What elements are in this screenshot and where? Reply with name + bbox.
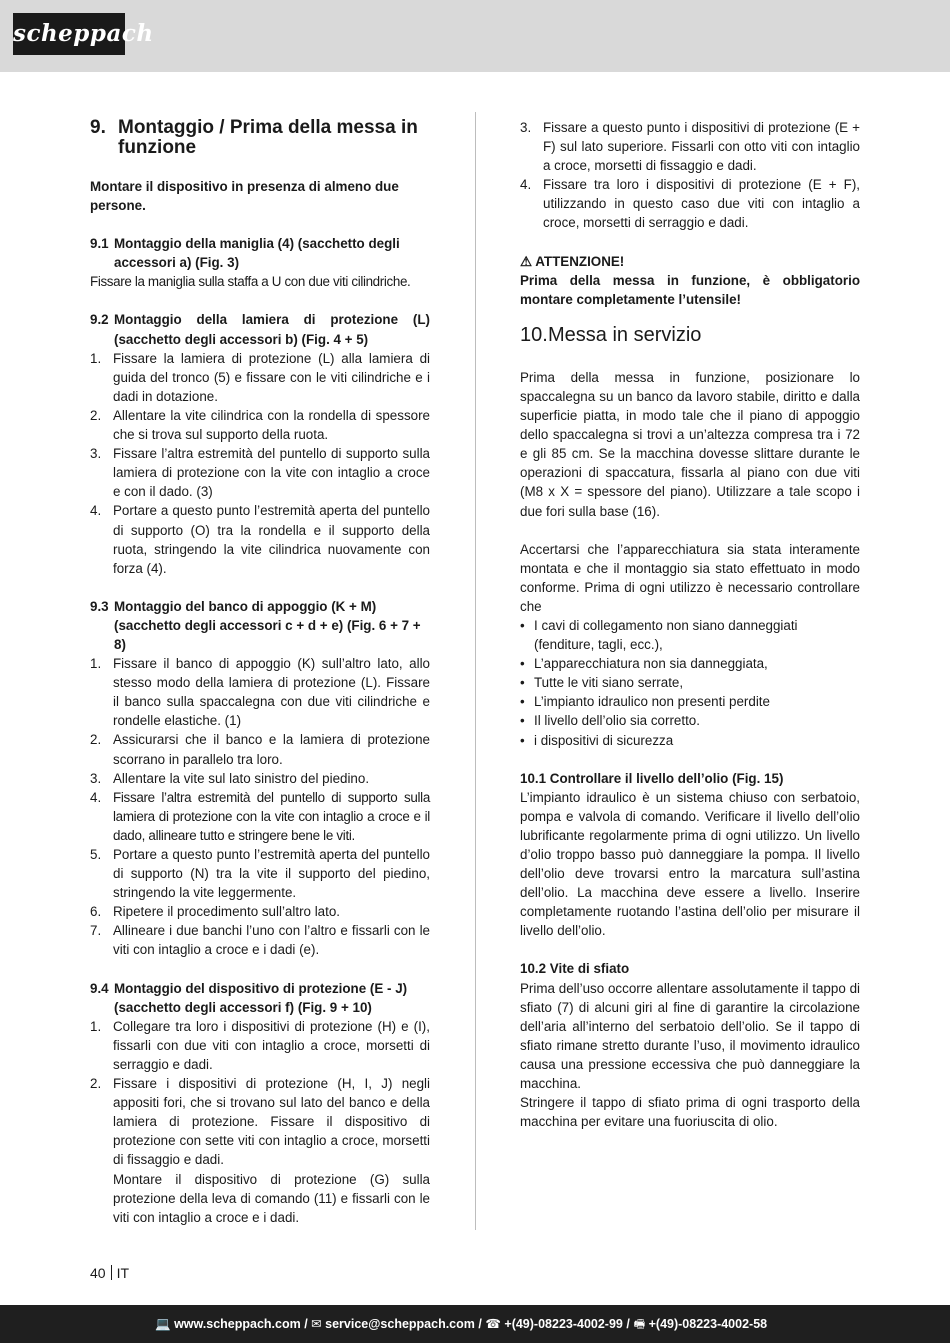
list-item: 3. Fissare a questo punto i dispositivi di protezione (E + F) sul lato superiore. Fissarli con otto viti con intaglio a croce, morsetti di fissaggio e dadi. <box>520 120 860 174</box>
section-number: 10. <box>520 323 548 346</box>
subsection-9-2-list <box>90 349 430 578</box>
paragraph-setup: Prima della messa in funzione, posizionare lo spaccalegna su un banco da lavoro stabile, diritto e dalla superficie piatta, in modo tale che il piano di appoggio dello spaccalegna si trovi a un’altezza compresa tra i 72 e gli 85 cm. Se la macchina dovesse slittare durante le operazioni di spaccatura, fissarla al piano con due viti (M8 x X = spessore del piano). Utilizzare a tale scopo i due fori sulla base (16). <box>520 369 860 519</box>
list-item: 7. Allineare i due banchi l’uno con l’altro e fissarli con le viti con intaglio a croce e i dadi (e). <box>90 923 430 958</box>
list-item: 1. Collegare tra loro i dispositivi di protezione (H) e (I), fissarli con due viti con intaglio a croce, morsetti di serraggio e dadi. <box>90 1018 430 1072</box>
scheppach-logo: scheppach <box>13 13 125 55</box>
footer-website: www.scheppach.com / <box>174 1317 308 1331</box>
list-item: 6. Ripetere il procedimento sull’altro lato. <box>90 904 341 920</box>
list-item: • L’apparecchiatura non sia danneggiata, <box>520 656 768 672</box>
list-item: 2. Assicurarsi che il banco e la lamiera di protezione scorrano in parallelo tra loro. <box>90 732 430 767</box>
list-item: • Il livello dell’olio sia corretto. <box>520 713 700 729</box>
list-item-continuation: Montare il dispositivo di protezione (G) sulla protezione della leva di comando (11) e fissarli con le viti con intaglio a croce e i dadi. <box>113 1171 430 1225</box>
list-item: • Tutte le viti siano serrate, <box>520 675 684 691</box>
header-bar <box>0 0 950 72</box>
list-item: 3. Allentare la vite sul lato sinistro del piedino. <box>90 770 370 786</box>
warning-title: ATTENZIONE! <box>535 253 625 269</box>
footer-fax: +(49)-08223-4002-58 <box>648 1317 768 1331</box>
fax-icon: 🖷 <box>633 1317 646 1331</box>
list-item: 1. Fissare la lamiera di protezione (L) alla lamiera di guida del tronco (5) e fissare con le viti cilindriche e i dadi in dotazione. <box>90 350 430 404</box>
footer-phone: +(49)-08223-4002-99 / <box>504 1317 630 1331</box>
footer-email: service@scheppach.com / <box>325 1317 482 1331</box>
warning-heading <box>520 252 860 271</box>
list-item: 3. Fissare l’altra estremità del puntello di supporto sulla lamiera di protezione con la vite con intaglio a croce e con il dado. (3) <box>90 446 430 500</box>
phone-icon: ☎ <box>485 1317 501 1331</box>
mail-icon: ✉ <box>311 1317 322 1331</box>
list-item: 5. Portare a questo punto l’estremità aperta del puntello di supporto (N) tra la vite il supporto del piedino, stringendo la vite leggermente. <box>90 847 430 901</box>
subsection-10-1-heading: 10.1 Controllare il livello dell’olio (Fig. 15) <box>520 770 784 786</box>
section-number: 9. <box>90 117 106 138</box>
subsection-10-2-text-2: Stringere il tappo di sfiato prima di ogni trasporto della macchina per evitare una fuoriuscita di olio. <box>520 1095 860 1130</box>
footer-bar <box>0 1305 950 1343</box>
subsection-9-1-heading: 9.1 Montaggio della maniglia (4) (sacchetto degli accessori a) (Fig. 3) <box>90 236 400 271</box>
list-item: 2. Allentare la vite cilindrica con la rondella di spessore che si trova sul supporto della ruota. <box>90 407 430 443</box>
subsection-10-1-text: L’impianto idraulico è un sistema chiuso con serbatoio, pompa e valvola di comando. Verificare il livello dell’olio lubrificante regolarmente prima di ogni utilizzo. Un livello d’olio troppo basso può danneggiare la pompa. Il livello dell’olio deve trovarsi entro la marcatura sull’astina dell’olio. La macchina deve essere a livello. Inserire completamente ruotando l’astina dell’olio per misurare il livello dell’olio. <box>520 789 860 939</box>
subsection-10-2-heading: 10.2 Vite di sfiato <box>520 961 630 977</box>
checklist <box>520 616 860 750</box>
subsection-9-4-list <box>90 1017 430 1227</box>
warning-icon: ⚠ <box>520 253 533 269</box>
intro-note: Montare il dispositivo in presenza di almeno due persone. <box>90 179 399 214</box>
list-item: 4. Fissare tra loro i dispositivi di protezione (E + F), utilizzando in questo caso due viti con intaglio a croce, morsetti di serraggio e dadi. <box>520 177 860 231</box>
subsection-9-2-heading: 9.2 Montaggio della lamiera di protezione (L) (sacchetto degli accessori b) (Fig. 4 + 5) <box>90 312 430 347</box>
list-item: 2. Fissare i dispositivi di protezione (H, I, J) negli appositi fori, che si trovano sul lato del banco e della lamiera di protezione. Fissare il dispositivo di protezione con sette viti con intaglio a croce, morsetti di fissaggio e dadi. <box>90 1076 430 1168</box>
list-item: • i dispositivi di sicurezza <box>520 732 674 748</box>
list-item: • I cavi di collegamento non siano danneggiati (fenditure, tagli, ecc.), <box>520 617 798 653</box>
section-title: Montaggio / Prima della messa in funzione <box>118 117 418 158</box>
subsection-10-2-text: Prima dell’uso occorre allentare assolutamente il tappo di sfiato (7) di alcuni giri al fine di garantire la circolazione dell’aria all’interno del serbatoio dell’olio. Se il tappo di sfiato rimane stretto durante l’uso, il movimento idraulico causa una pressione eccessiva che può danneggiare la macchina. <box>520 980 860 1092</box>
list-item: 4. Portare a questo punto l’estremità aperta del puntello di supporto (O) tra la rondella e il supporto della ruota, stringendo la vite cilindrica nuovamente con forza (4). <box>90 503 430 576</box>
section-10-heading <box>520 325 860 345</box>
right-column <box>520 118 860 1131</box>
section-title: Messa in servizio <box>548 323 702 346</box>
left-column <box>90 118 430 1227</box>
list-item: • L’impianto idraulico non presenti perdite <box>520 694 770 710</box>
column-divider <box>475 112 476 1230</box>
subsection-9-1-text: Fissare la maniglia sulla staffa a U con due viti cilindriche. <box>90 274 411 290</box>
subsection-9-4-list-continued <box>520 118 860 233</box>
page-number: 40 IT <box>90 1265 130 1281</box>
list-item: 4. Fissare l’altra estremità del puntello di supporto sulla lamiera di protezione con la vite con intaglio a croce e il dado, allineare tutto e stringere bene le viti. <box>90 789 430 843</box>
subsection-9-4-heading: 9.4 Montaggio del dispositivo di protezione (E - J) (sacchetto degli accessori f) (Fig. 9 + 10) <box>90 980 408 1015</box>
warning-text: Prima della messa in funzione, è obbligatorio montare completamente l’utensile! <box>520 272 860 307</box>
list-item: 1. Fissare il banco di appoggio (K) sull’altro lato, allo stesso modo della lamiera di protezione (L). Fissare il banco sulla spaccalegna con due viti cilindriche e rondelle elastiche. (1) <box>90 656 430 729</box>
subsection-9-3-heading: 9.3 Montaggio del banco di appoggio (K + M) (sacchetto degli accessori c + d + e) (Fig. 6 + 7 + 8) <box>90 598 421 652</box>
computer-icon: 💻 <box>155 1317 171 1331</box>
paragraph-check: Accertarsi che l’apparecchiatura sia stata interamente montata e che il montaggio sia stato effettuato in modo conforme. Prima di ogni utilizzo è necessario controllare che <box>520 541 860 614</box>
subsection-9-3-list <box>90 654 430 960</box>
section-9-heading <box>90 118 430 158</box>
